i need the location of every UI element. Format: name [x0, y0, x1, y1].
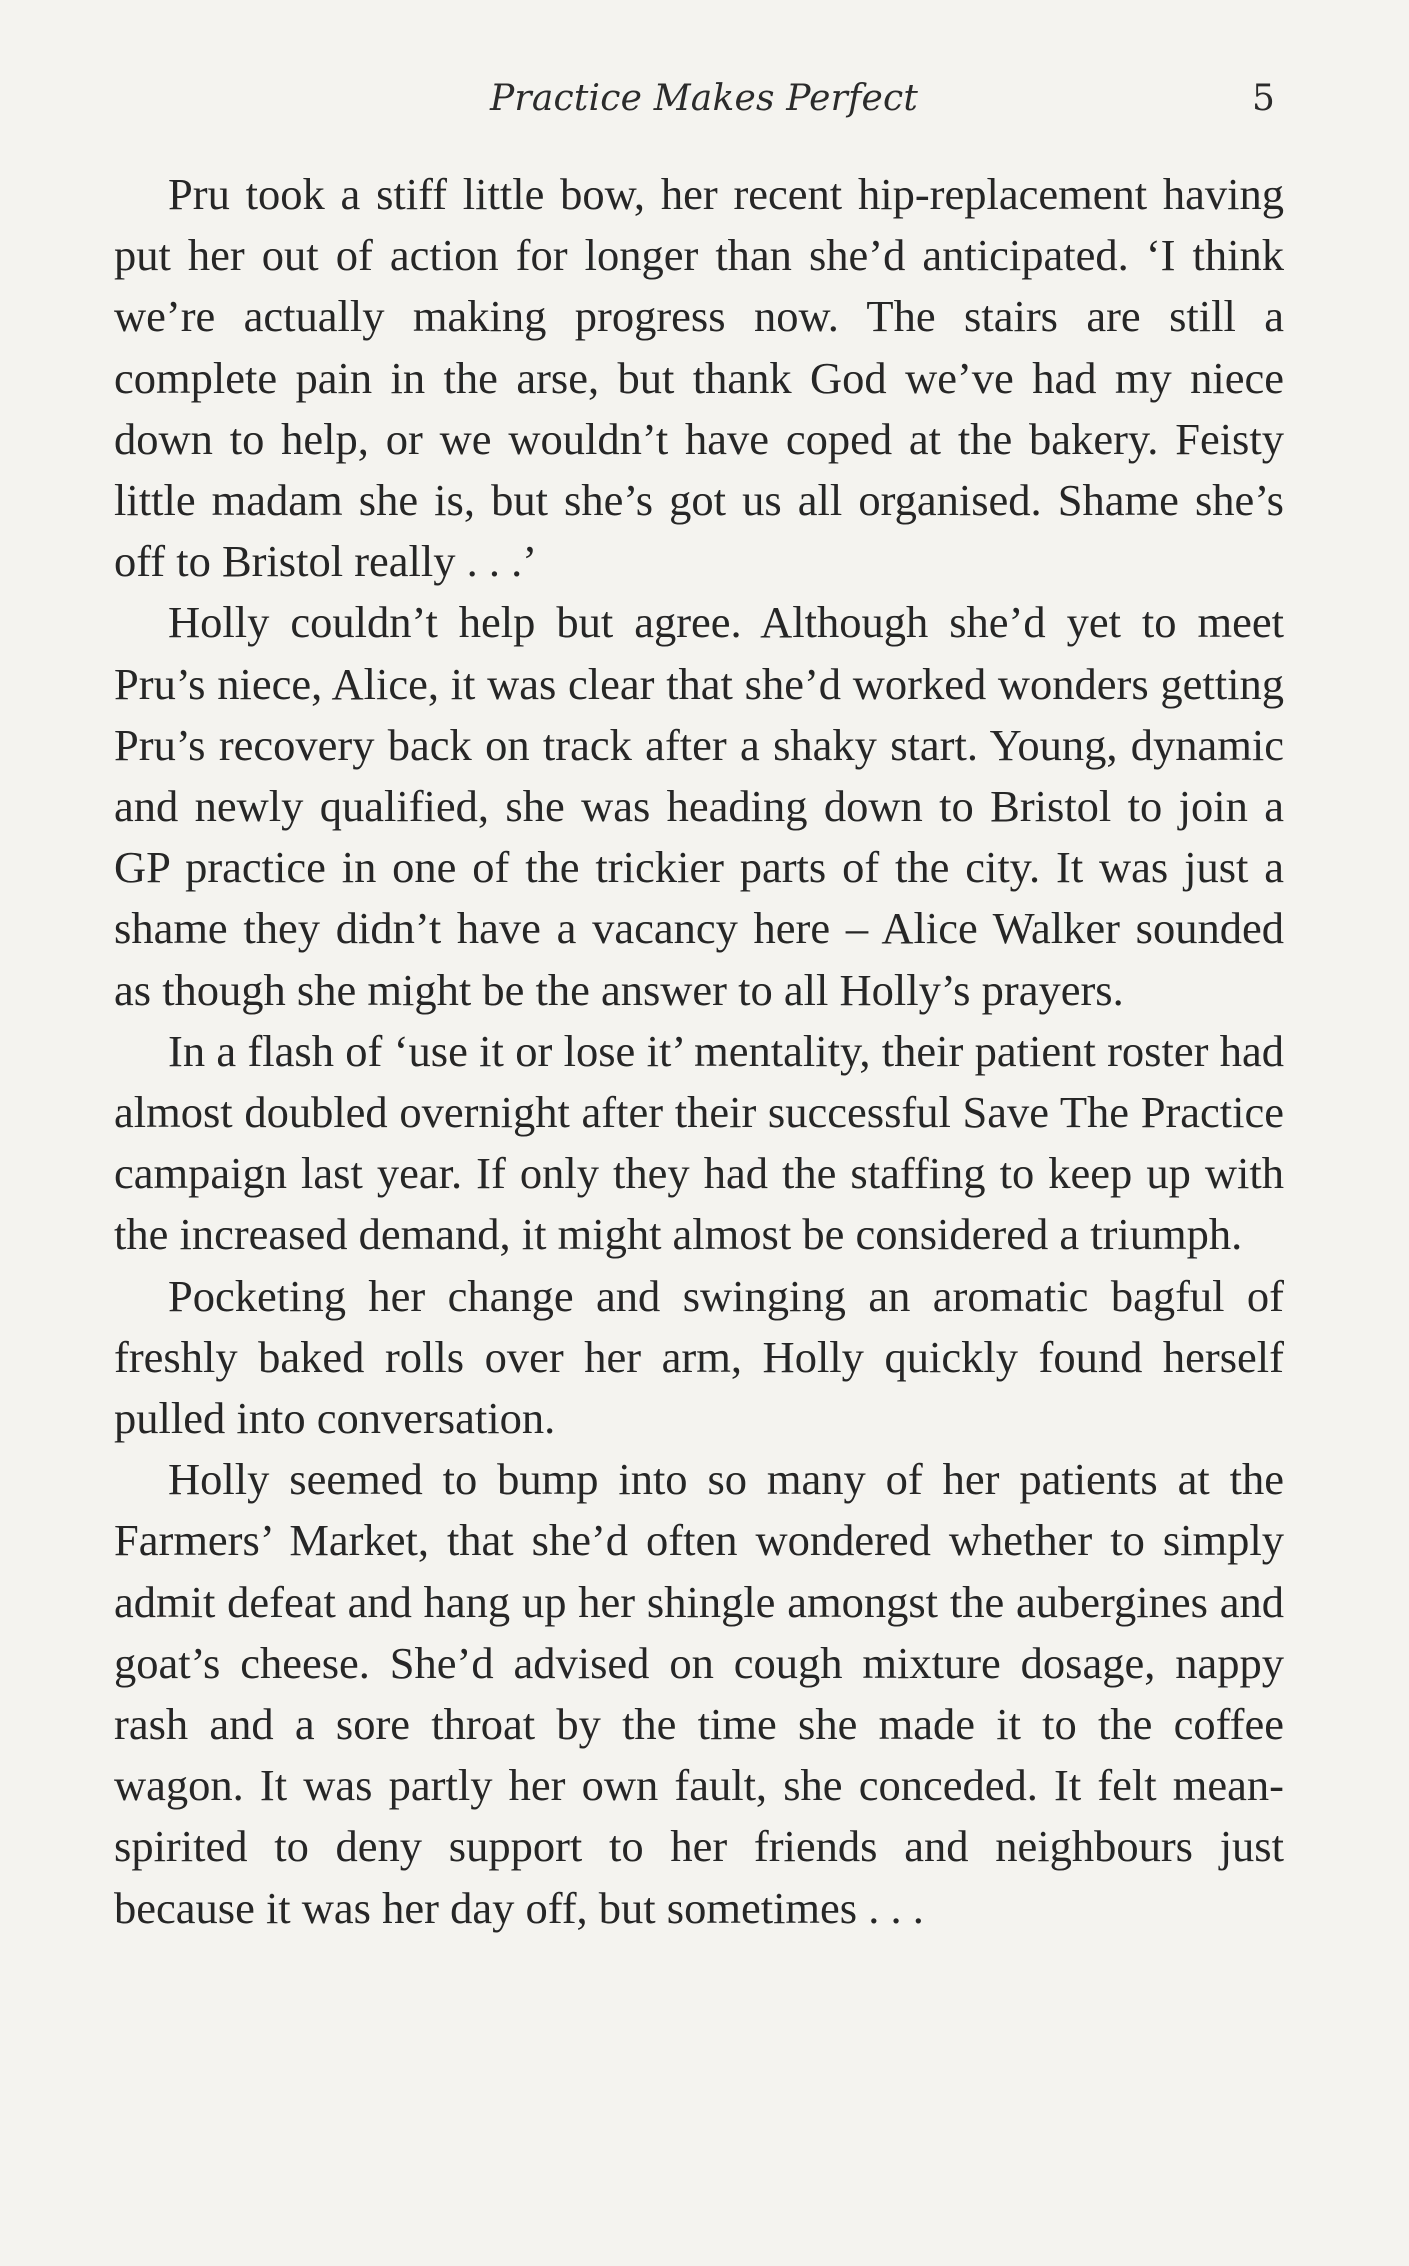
running-head — [0, 78, 1409, 128]
page-number: 5 — [1252, 78, 1275, 119]
paragraph: In a flash of ‘use it or lose it’ mentality, their patient roster had almost doubled overnight after their successful Save The Practice campaign last year. If only they had the staffing to keep up with the increased demand, it might almost be considered a triumph. — [114, 1025, 1284, 1260]
paragraph: Holly seemed to bump into so many of her patients at the Farmers’ Market, that she’d often wondered whether to simply admit defeat and hang up her shingle amongst the aubergines and goat’s cheese. She’d advised on cough mixture dosage, nappy rash and a sore throat by the time she made it to the coffee wagon. It was partly her own fault, she conceded. It felt mean-spirited to deny support to her friends and neighbours just because it was her day off, but sometimes . . . — [114, 1454, 1284, 1933]
paragraph: Holly couldn’t help but agree. Although she’d yet to meet Pru’s niece, Alice, it was clear that she’d worked wonders getting Pru’s recovery back on track after a shaky start. Young, dynamic and newly qualified, she was heading down to Bristol to join a GP practice in one of the trickier parts of the city. It was just a shame they didn’t have a vacancy here – Alice Walker sounded as though she might be the answer to all Holly’s prayers. — [114, 597, 1284, 1015]
paragraph: Pru took a stiff little bow, her recent hip-replacement having put her out of action for longer than she’d anticipated. ‘I think we’re actually making progress now. The stairs are still a complete pain in the arse, but thank God we’ve had my niece down to help, or we wouldn’t have coped at the bakery. Feisty little madam she is, but she’s got us all organised. Shame she’s off to Bristol really . . .’ — [114, 169, 1284, 587]
body-text — [114, 164, 1284, 1939]
running-head-title: Practice Makes Perfect — [490, 78, 919, 119]
paragraph: Pocketing her change and swinging an aromatic bagful of freshly baked rolls over her arm, Holly quickly found herself pulled into conversation. — [114, 1270, 1284, 1444]
